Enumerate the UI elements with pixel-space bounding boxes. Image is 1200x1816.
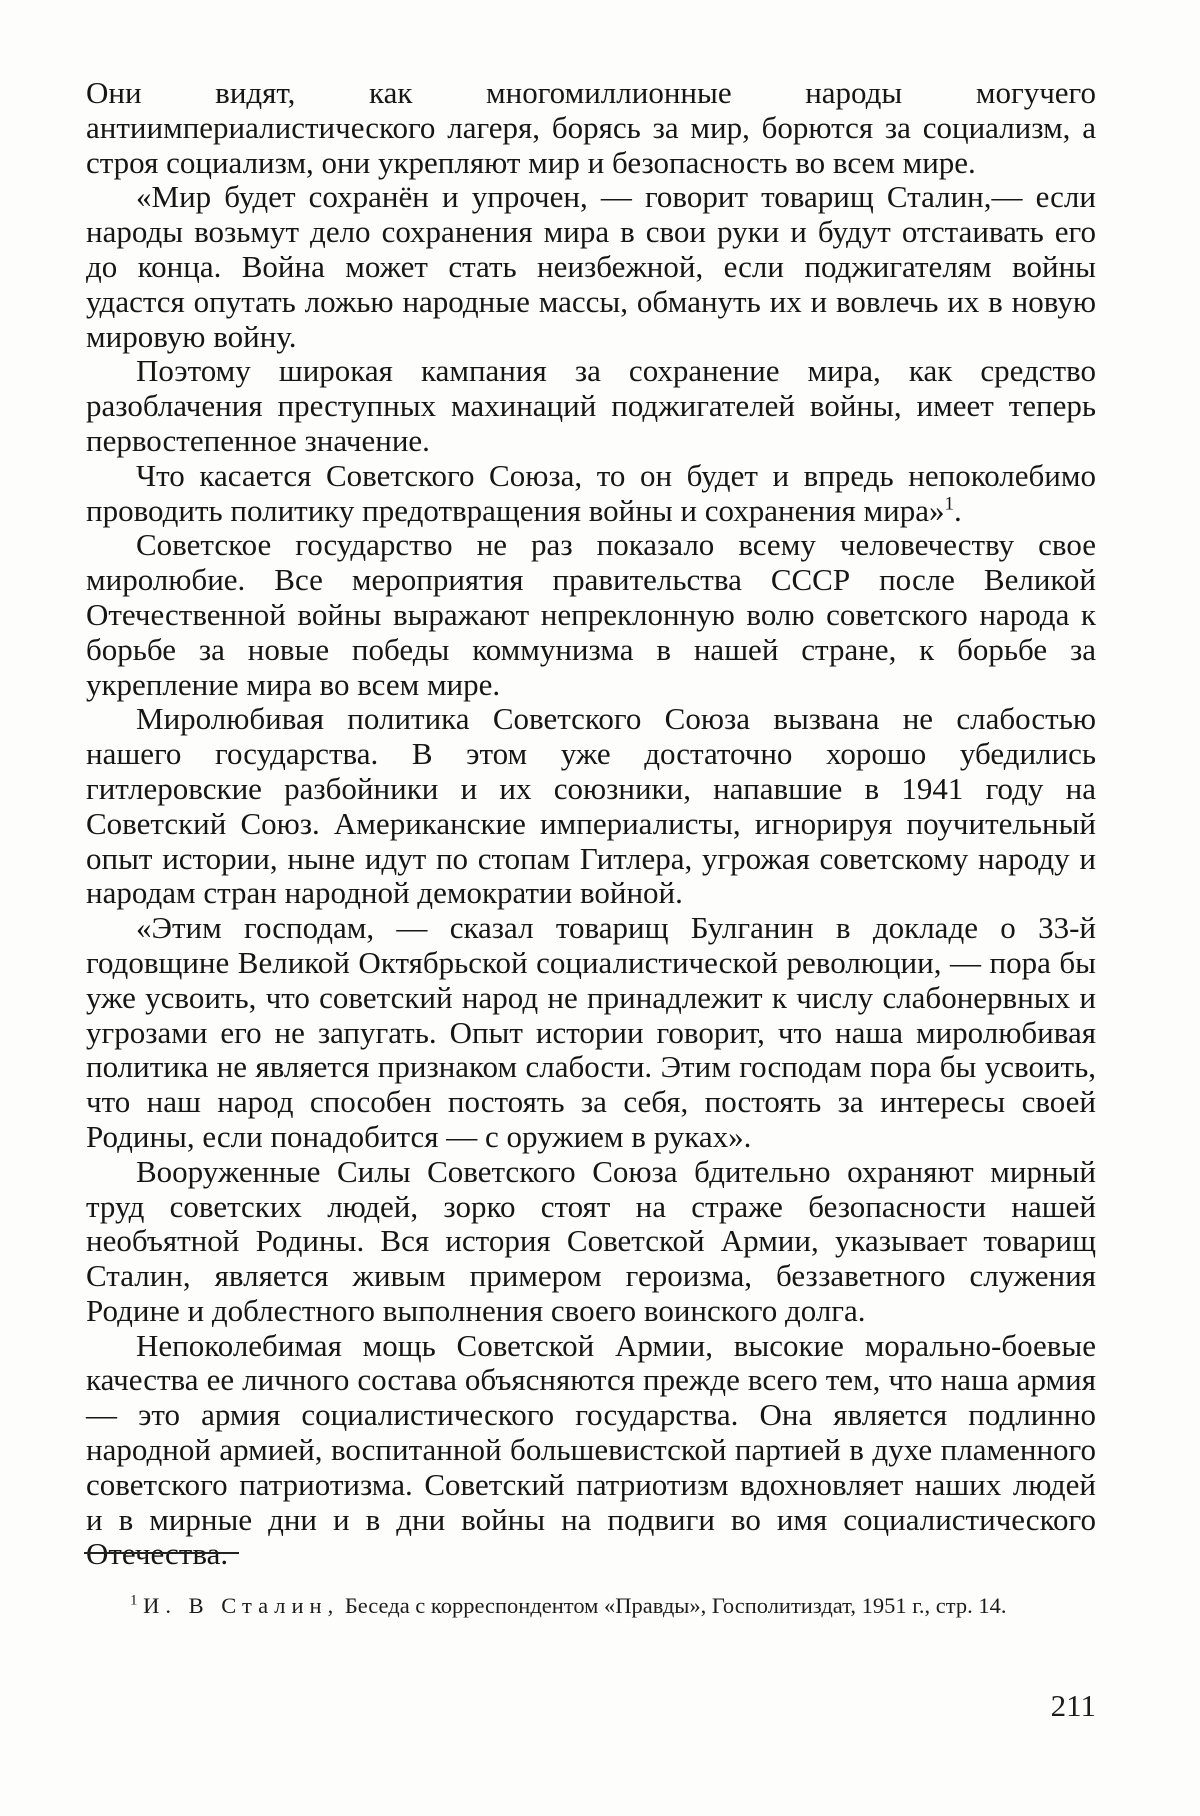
paragraph-with-footnote xyxy=(86,459,1096,529)
paragraph: Поэтому широкая кампания за сохранение мира, как средство разоблачения преступных махинаций поджигателей войны, имеет теперь первостепенное значение. xyxy=(86,353,1096,458)
paragraph: Миролюбивая политика Советского Союза вызвана не слабостью нашего государства. В этом уже достаточно хорошо убедились гитлеровские разбойники и их союзники, напавшие в 1941 году на Советский Союз. Американские империалисты, игнорируя поучительный опыт истории, ныне идут по стопам Гитлера, угрожая советскому народу и народам стран народной демократии войной. xyxy=(86,701,1096,911)
paragraph: Непоколебимая мощь Советской Армии, высокие морально-боевые качества ее личного состава объясняются прежде всего тем, что наша армия — это армия социалистического государства. Она является подлинно народной армией, воспитанной большевистской партией в духе пламенного советского патриотизма. Советский патриотизм вдохновляет наших людей и в мирные дни и в дни войны на подвиги во имя социалистического Отечества. xyxy=(86,1327,1096,1572)
footnote-divider xyxy=(84,1552,239,1554)
paragraph: Советское государство не раз показало всему человечеству свое миролюбие. Все мероприятия правительства СССР после Великой Отечественной войны выражают непреклонную волю советского народа к борьбе за новые победы коммунизма в нашей стране, к борьбе за укрепление мира во всем мире. xyxy=(86,527,1096,702)
paragraph: Они видят, как многомиллионные народы могучего антиимпериалистического лагеря, борясь за мир, борются за социализм, а строя социализм, они укрепляют мир и безопасность во всем мире. xyxy=(86,75,1096,180)
footnote-mark: 1 xyxy=(130,1592,138,1609)
paragraph: «Этим господам, — сказал товарищ Булганин в докладе о 33-й годовщине Великой Октябрьской социалистической революции, — пора бы уже усвоить, что советский народ не принадлежит к числу слабонервных и угрозами его не запугать. Опыт истории говорит, что наша миролюбивая политика не является признаком слабости. Этим господам пора бы усвоить, что наш народ способен постоять за себя, постоять за интересы своей Родины, если понадобится — с оружием в руках». xyxy=(86,910,1096,1154)
paragraph-end-punctuation: . xyxy=(954,492,962,528)
footnote-reference[interactable]: 1 xyxy=(944,493,955,515)
footnote-text: Беседа с корреспондентом «Правды», Госполитиздат, 1951 г., стр. 14. xyxy=(344,1593,1007,1618)
page-number: 211 xyxy=(1050,1688,1096,1723)
body-text xyxy=(86,76,1096,1572)
footnote xyxy=(86,1592,1096,1619)
paragraph-text: Что касается Советского Союза, то он будет и впредь непоколебимо проводить политику предотвращения войны и сохранения мира» xyxy=(86,457,1096,528)
footnote-author: И. В Сталин, xyxy=(143,1593,340,1618)
paragraph: «Мир будет сохранён и упрочен, — говорит товарищ Сталин,— если народы возьмут дело сохранения мира в свои руки и будут отстаивать его до конца. Война может стать неизбежной, если поджигателям войны удастся опутать ложью народные массы, обмануть их и вовлечь их в новую мировую войну. xyxy=(86,179,1096,354)
paragraph: Вооруженные Силы Советского Союза бдительно охраняют мирный труд советских людей, зорко стоят на страже безопасности нашей необъятной Родины. Вся история Советской Армии, указывает товарищ Сталин, является живым примером героизма, беззаветного служения Родине и доблестного выполнения своего воинского долга. xyxy=(86,1153,1096,1328)
